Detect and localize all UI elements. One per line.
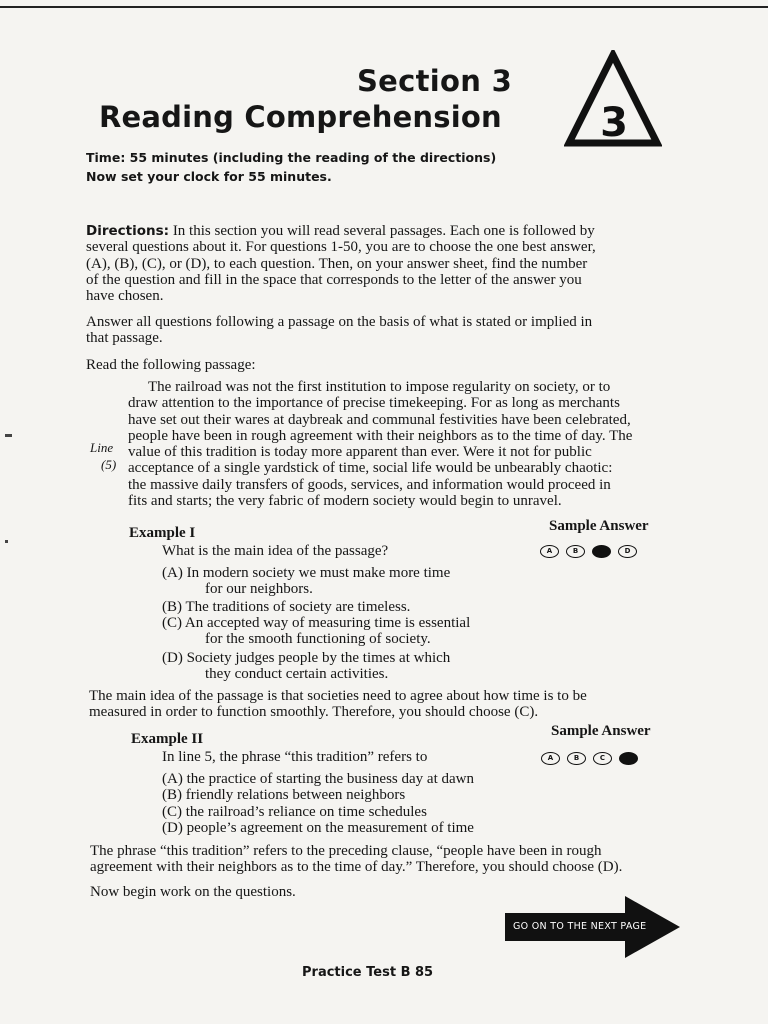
explanation-line: agreement with their neighbors as to the time of day.” Therefore, you should choose (D). bbox=[90, 859, 623, 876]
passage bbox=[128, 379, 632, 509]
example-heading: Example II bbox=[131, 731, 204, 747]
answer-bubble-c: C bbox=[593, 752, 612, 765]
begin-instruction: Now begin work on the questions. bbox=[90, 884, 296, 900]
directions-label: Directions: bbox=[86, 223, 170, 239]
option-text: for our neighbors. bbox=[205, 581, 313, 598]
explanation-line: measured in order to function smoothly. Therefore, you should choose (C). bbox=[89, 704, 539, 721]
example-heading: Example I bbox=[129, 525, 196, 541]
answer-bubble-b: B bbox=[566, 545, 585, 558]
scan-mark bbox=[5, 434, 12, 437]
answer-bubble-a: A bbox=[540, 545, 559, 558]
passage-line: The railroad was not the first institution to impose regularity on society, or to bbox=[148, 379, 611, 395]
option-text: for the smooth functioning of society. bbox=[205, 631, 431, 648]
triangle-icon bbox=[564, 50, 662, 148]
sample-answer-heading: Sample Answer bbox=[549, 518, 649, 534]
answer-bubble-b: B bbox=[567, 752, 586, 765]
answer-option bbox=[162, 565, 450, 598]
badge-number: 3 bbox=[600, 100, 628, 146]
top-rule bbox=[0, 6, 768, 8]
answer-option bbox=[162, 599, 410, 615]
example-explanation bbox=[89, 688, 587, 721]
answer-bubble-d: D bbox=[618, 545, 637, 558]
option-text: (B) friendly relations between neighbors bbox=[162, 787, 406, 804]
scan-mark bbox=[5, 540, 8, 543]
answer-option bbox=[162, 615, 470, 648]
directions-line: of the question and fill in the space that corresponds to the letter of the answer you bbox=[86, 271, 582, 288]
answer-option bbox=[162, 771, 474, 836]
option-text: (A) the practice of starting the business day at dawn bbox=[162, 771, 474, 787]
instruction-line: that passage. bbox=[86, 330, 163, 347]
option-text: (C) the railroad’s reliance on time schedules bbox=[162, 803, 427, 820]
directions-line: In this section you will read several passages. Each one is followed by bbox=[169, 223, 595, 239]
answer-option bbox=[162, 650, 450, 683]
answer-bubble-c-filled: C bbox=[592, 545, 611, 558]
answer-all-instruction bbox=[86, 314, 592, 347]
section-badge bbox=[564, 50, 662, 148]
directions-line: several questions about it. For questions 1-50, you are to choose the one best answer, bbox=[86, 239, 596, 256]
answer-bubbles bbox=[540, 545, 637, 558]
passage-line: the massive daily transfers of goods, services, and information would proceed in bbox=[128, 476, 611, 493]
example-question: In line 5, the phrase “this tradition” refers to bbox=[162, 749, 428, 765]
option-text: (D) Society judges people by the times at which bbox=[162, 650, 451, 666]
line-number: (5) bbox=[101, 457, 117, 472]
section-title: Reading Comprehension bbox=[99, 100, 502, 134]
explanation-line: The phrase “this tradition” refers to the preceding clause, “people have been in rough bbox=[90, 843, 602, 859]
sample-answer-heading: Sample Answer bbox=[551, 723, 651, 739]
directions-line: (A), (B), (C), or (D), to each question. Then, on your answer sheet, find the number bbox=[86, 255, 588, 272]
passage-line: value of this tradition is today more apparent than ever. Were it not for public bbox=[128, 444, 592, 461]
example-explanation bbox=[90, 843, 622, 876]
option-text: (C) An accepted way of measuring time is essential bbox=[162, 615, 471, 631]
option-text: (B) The traditions of society are timeless. bbox=[162, 599, 411, 615]
answer-bubbles bbox=[541, 752, 638, 765]
passage-line: have set out their wares at daybreak and communal festivities have been celebrated, bbox=[128, 411, 631, 428]
clock-instruction: Now set your clock for 55 minutes. bbox=[86, 169, 332, 184]
answer-bubble-a: A bbox=[541, 752, 560, 765]
option-text: (A) In modern society we must make more time bbox=[162, 565, 451, 581]
passage-line: people have been in rough agreement with their neighbors as to the time of day. The bbox=[128, 427, 633, 444]
page-footer: Practice Test B 85 bbox=[302, 965, 434, 980]
instruction-line: Answer all questions following a passage on the basis of what is stated or implied in bbox=[86, 314, 593, 330]
read-following: Read the following passage: bbox=[86, 357, 256, 373]
example-question: What is the main idea of the passage? bbox=[162, 543, 389, 559]
directions-line: have chosen. bbox=[86, 288, 164, 305]
passage-line: fits and starts; the very fabric of modern society would begin to unravel. bbox=[128, 493, 562, 510]
passage-line: acceptance of a single yardstick of time, social life would be unbearably chaotic: bbox=[128, 460, 613, 477]
directions bbox=[86, 223, 596, 304]
time-instruction: Time: 55 minutes (including the reading of the directions) bbox=[86, 150, 497, 165]
explanation-line: The main idea of the passage is that societies need to agree about how time is to be bbox=[89, 688, 587, 704]
option-text: (D) people’s agreement on the measurement of time bbox=[162, 819, 474, 836]
section-label: Section 3 bbox=[357, 64, 513, 98]
next-page-label: GO ON TO THE NEXT PAGE bbox=[513, 921, 647, 932]
passage-line: draw attention to the importance of precise timekeeping. For as long as merchants bbox=[128, 395, 620, 412]
answer-bubble-d-filled: D bbox=[619, 752, 638, 765]
line-label: Line bbox=[90, 440, 114, 455]
option-text: they conduct certain activities. bbox=[205, 666, 389, 683]
